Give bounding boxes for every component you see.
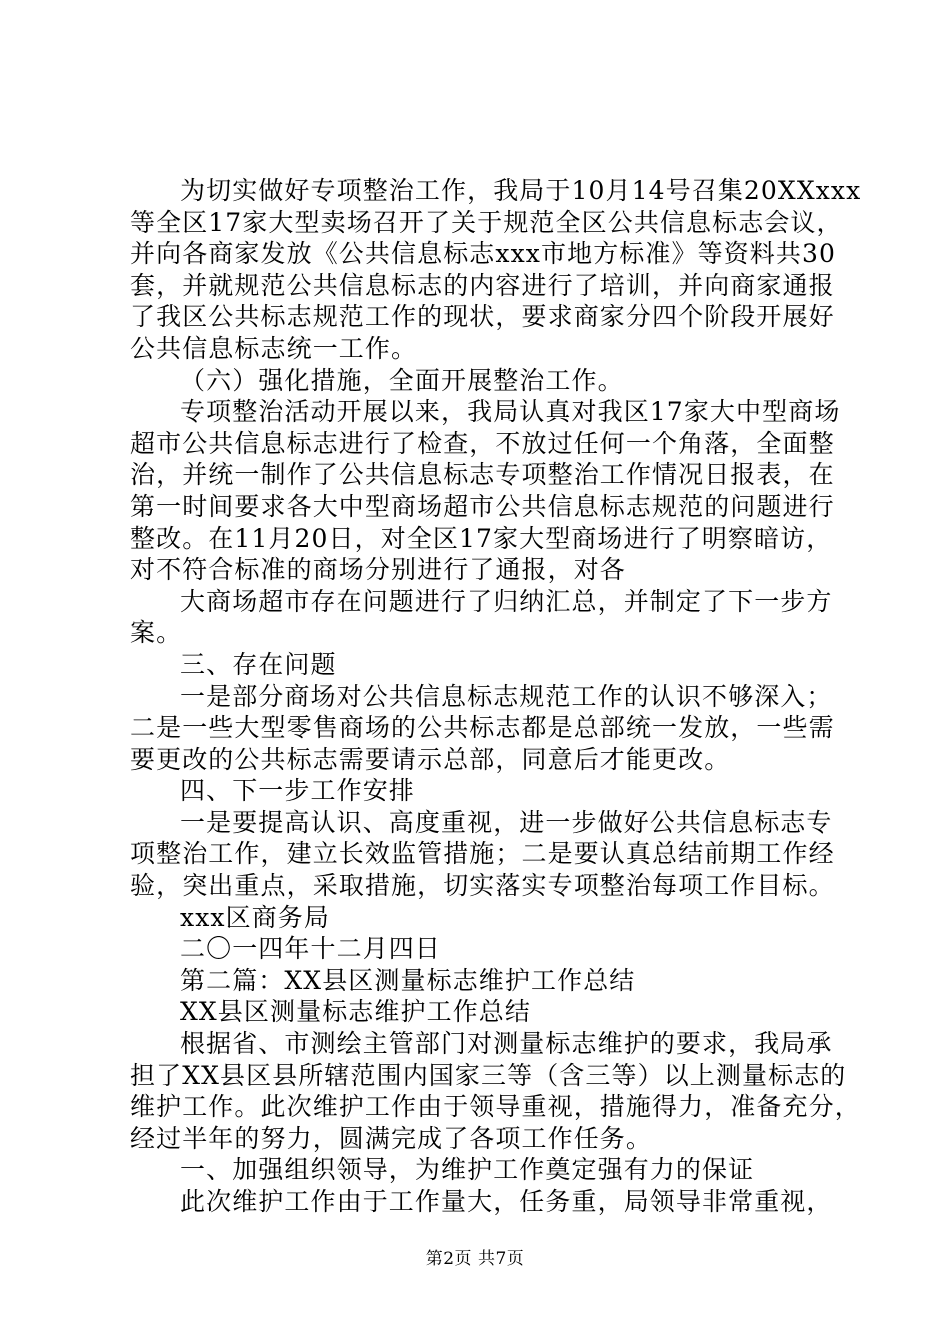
text-line: 第二篇：XX县区测量标志维护工作总结 <box>180 965 636 995</box>
text-line: 维护工作。此次维护工作由于领导重视，措施得力，准备充分， <box>130 1092 861 1122</box>
text-line: 为切实做好专项整治工作，我局于10月14号召集20XXxxx <box>180 176 862 205</box>
text-line: 案。 <box>130 618 183 648</box>
text-line: xxx区商务局 <box>180 902 330 932</box>
page-footer: 第2页 共7页 <box>425 1249 525 1269</box>
text-line: 二〇一四年十二月四日 <box>180 934 442 964</box>
text-line: 了我区公共标志规范工作的现状，要求商家分四个阶段开展好 <box>130 302 835 332</box>
text-line: 套，并就规范公共信息标志的内容进行了培训，并向商家通报 <box>130 270 835 300</box>
text-line: 项整治工作，建立长效监管措施；二是要认真总结前期工作经 <box>130 839 835 869</box>
text-line: （六）强化措施，全面开展整治工作。 <box>180 365 624 395</box>
text-line: 专项整治活动开展以来，我局认真对我区17家大中型商场 <box>180 397 841 427</box>
text-line: 对不符合标准的商场分别进行了通报，对各 <box>130 555 626 585</box>
text-line: 并向各商家发放《公共信息标志xxx市地方标准》等资料共30 <box>130 239 837 269</box>
text-line: 二是一些大型零售商场的公共标志都是总部统一发放，一些需 <box>130 713 835 743</box>
text-line: 大商场超市存在问题进行了归纳汇总，并制定了下一步方 <box>180 586 833 616</box>
text-line: 四、下一步工作安排 <box>180 776 415 806</box>
text-line: 公共信息标志统一工作。 <box>130 333 418 363</box>
text-line: 整改。在11月20日，对全区17家大型商场进行了明察暗访， <box>130 523 833 553</box>
text-line: 一是部分商场对公共信息标志规范工作的认识不够深入； <box>180 681 833 711</box>
text-line: 一、加强组织领导，为维护工作奠定强有力的保证 <box>180 1155 755 1185</box>
text-line: 三、存在问题 <box>180 649 337 679</box>
text-line: 治，并统一制作了公共信息标志专项整治工作情况日报表，在 <box>130 460 835 490</box>
text-line: 担了XX县区县所辖范围内国家三等（含三等）以上测量标志的 <box>130 1060 847 1090</box>
text-line: 经过半年的努力，圆满完成了各项工作任务。 <box>130 1123 653 1153</box>
text-line: 超市公共信息标志进行了检查，不放过任何一个角落，全面整 <box>130 428 835 458</box>
text-line: 验，突出重点，采取措施，切实落实专项整治每项工作目标。 <box>130 871 835 901</box>
text-line: 等全区17家大型卖场召开了关于规范全区公共信息标志会议， <box>130 207 843 237</box>
text-line: XX县区测量标志维护工作总结 <box>180 997 531 1027</box>
text-line: 一是要提高认识、高度重视，进一步做好公共信息标志专 <box>180 807 833 837</box>
text-line: 根据省、市测绘主管部门对测量标志维护的要求，我局承 <box>180 1029 833 1059</box>
document-body <box>130 175 862 1218</box>
text-line: 要更改的公共标志需要请示总部，同意后才能更改。 <box>130 744 731 774</box>
text-line: 第一时间要求各大中型商场超市公共信息标志规范的问题进行 <box>130 491 835 521</box>
text-line: 此次维护工作由于工作量大，任务重，局领导非常重视， <box>180 1187 833 1216</box>
